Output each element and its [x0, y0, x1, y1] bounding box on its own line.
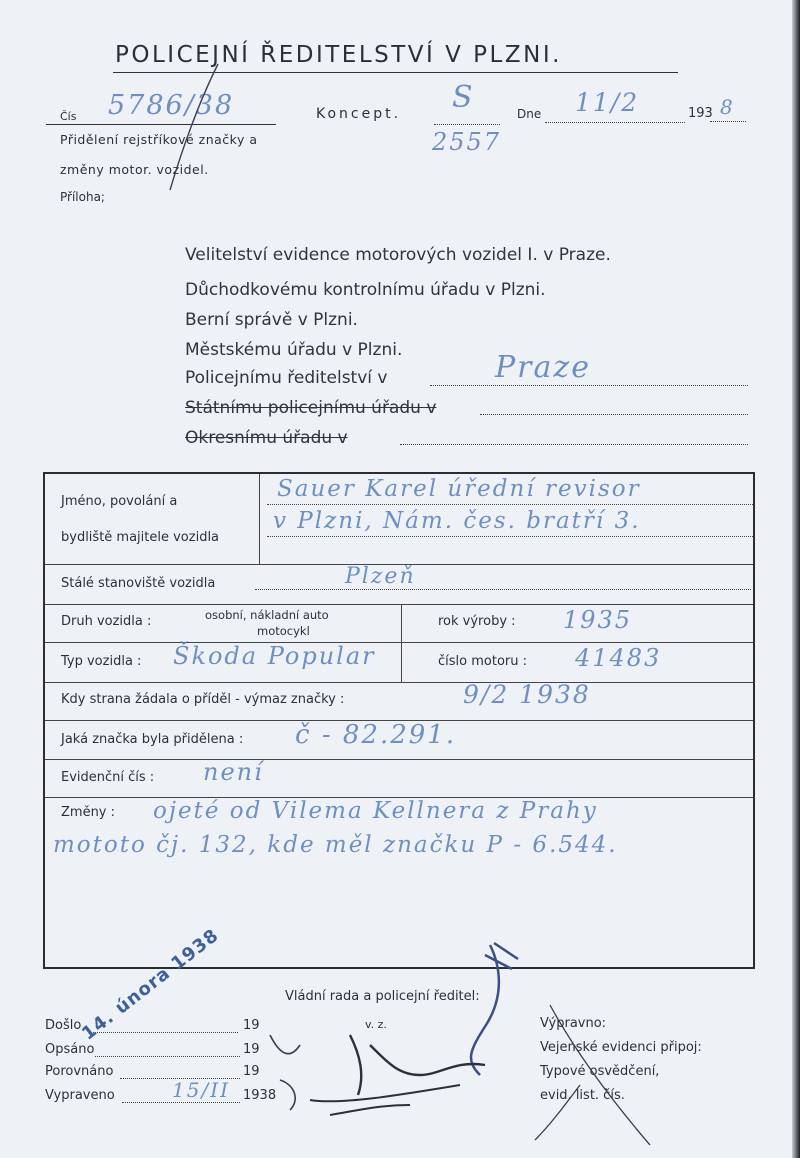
page-title: POLICEJNÍ ŘEDITELSTVÍ V PLZNI.	[115, 42, 562, 68]
druh-divider	[401, 604, 402, 682]
opsano-year: 19	[243, 1042, 260, 1057]
opsano-label: Opsáno	[45, 1042, 95, 1057]
stand-value: Plzeň	[345, 564, 416, 589]
year-underline	[710, 121, 746, 122]
koncept-underline	[434, 124, 500, 125]
owner-divider	[259, 474, 260, 564]
addressee-3: Berní správě v Plzni.	[185, 310, 358, 330]
rok-label: rok výroby :	[438, 614, 516, 629]
owner-value-1: Sauer Karel úřední revisor	[277, 476, 641, 502]
row-divider	[45, 759, 753, 760]
v-z-label: v. z.	[365, 1018, 387, 1031]
addressee-2: Důchodkovému kontrolnímu úřadu v Plzni.	[185, 280, 546, 300]
porovnano-year: 19	[243, 1064, 260, 1079]
typove-label: Typové osvědčení,	[540, 1064, 660, 1079]
motor-value: 41483	[575, 644, 662, 672]
subject-line-1: Přidělení rejstříkové značky a	[60, 132, 258, 147]
druh-option-1: osobní, nákladní auto	[205, 608, 329, 622]
addressee-4: Městskému úřadu v Plzni.	[185, 340, 403, 360]
porovnano-label: Porovnáno	[45, 1064, 114, 1079]
page-edge-shadow	[792, 0, 800, 1158]
row-divider	[45, 642, 753, 643]
typ-value: Škoda Popular	[173, 642, 376, 670]
received-date-stamp: 14. února 1938	[78, 924, 223, 1045]
kdy-label: Kdy strana žádala o příděl - výmaz značky :	[61, 692, 345, 707]
vypraveno-label: Vypraveno	[45, 1088, 115, 1103]
druh-label: Druh vozidla :	[61, 614, 152, 629]
addressee-5: Policejnímu ředitelství v	[185, 368, 388, 388]
addressee-1: Velitelství evidence motorových vozidel I. v Praze.	[185, 245, 611, 265]
typ-label: Typ vozidla :	[61, 654, 142, 669]
zmeny-value-2: mototo čj. 132, kde měl značku P - 6.544.	[53, 832, 618, 858]
vypraveno-date: 15/II	[172, 1078, 230, 1102]
koncept-value: S	[452, 80, 475, 115]
owner-label-2: bydliště majitele vozidla	[61, 530, 220, 545]
vypraveno-dotted	[122, 1102, 240, 1103]
year-suffix: 8	[720, 95, 735, 119]
row-divider	[45, 682, 753, 683]
addressee-6-line	[480, 414, 748, 415]
addressee-7: Okresnímu úřadu v	[185, 428, 348, 448]
vypraveno-year: 1938	[243, 1088, 277, 1103]
director-signature	[250, 935, 540, 1145]
stand-dotted	[255, 589, 751, 590]
owner-dotted-2	[267, 536, 753, 537]
cis-label: Čís	[60, 110, 77, 123]
addressee-5-line	[430, 385, 748, 386]
owner-label-1: Jméno, povolání a	[61, 494, 178, 509]
signatory-title: Vládní rada a policejní ředitel:	[285, 989, 480, 1004]
owner-value-2: v Plzni, Nám. čes. bratří 3.	[273, 508, 641, 534]
dne-label: Dne	[517, 107, 542, 121]
koncept-number: 2557	[432, 128, 502, 156]
priloha-label: Příloha;	[60, 190, 105, 204]
dne-underline	[545, 122, 685, 123]
doslo-year: 19	[243, 1018, 260, 1033]
zmeny-value-1: ojeté od Vilema Kellnera z Prahy	[153, 798, 598, 824]
addressee-6: Státnímu policejnímu úřadu v	[185, 398, 437, 418]
druh-option-2: motocykl	[257, 624, 310, 638]
znacka-value: č - 82.291.	[295, 720, 457, 750]
subject-line-2: změny motor. vozidel.	[60, 162, 209, 177]
doslo-dotted	[90, 1032, 238, 1033]
vypravno-label: Výpravno:	[540, 1016, 607, 1031]
evid-list-label: evid. list. čís.	[540, 1088, 625, 1103]
owner-dotted-1	[267, 504, 753, 505]
rok-value: 1935	[563, 606, 633, 634]
opsano-dotted	[95, 1056, 240, 1057]
evid-label: Evidenční čís :	[61, 770, 155, 785]
znacka-label: Jaká značka byla přidělena :	[61, 732, 244, 747]
year-prefix: 193	[688, 106, 713, 121]
addressee-5-hand: Praze	[495, 350, 591, 385]
vejenske-label: Vejenské evidenci připoj:	[540, 1040, 702, 1055]
dne-value: 11/2	[575, 88, 640, 117]
pen-stroke-mark	[160, 60, 230, 200]
cross-out-mark	[520, 1000, 670, 1150]
cis-value: 5786/38	[108, 90, 235, 121]
doslo-label: Došlo	[45, 1018, 82, 1033]
stand-label: Stálé stanoviště vozidla	[61, 576, 216, 591]
row-divider	[45, 604, 753, 605]
kdy-value: 9/2 1938	[463, 680, 591, 709]
vehicle-record-table	[43, 472, 755, 969]
evid-value: není	[203, 758, 264, 786]
addressee-7-line	[400, 444, 748, 445]
koncept-label: Koncept.	[316, 106, 402, 122]
zmeny-label: Změny :	[61, 805, 116, 820]
motor-label: číslo motoru :	[438, 654, 527, 669]
